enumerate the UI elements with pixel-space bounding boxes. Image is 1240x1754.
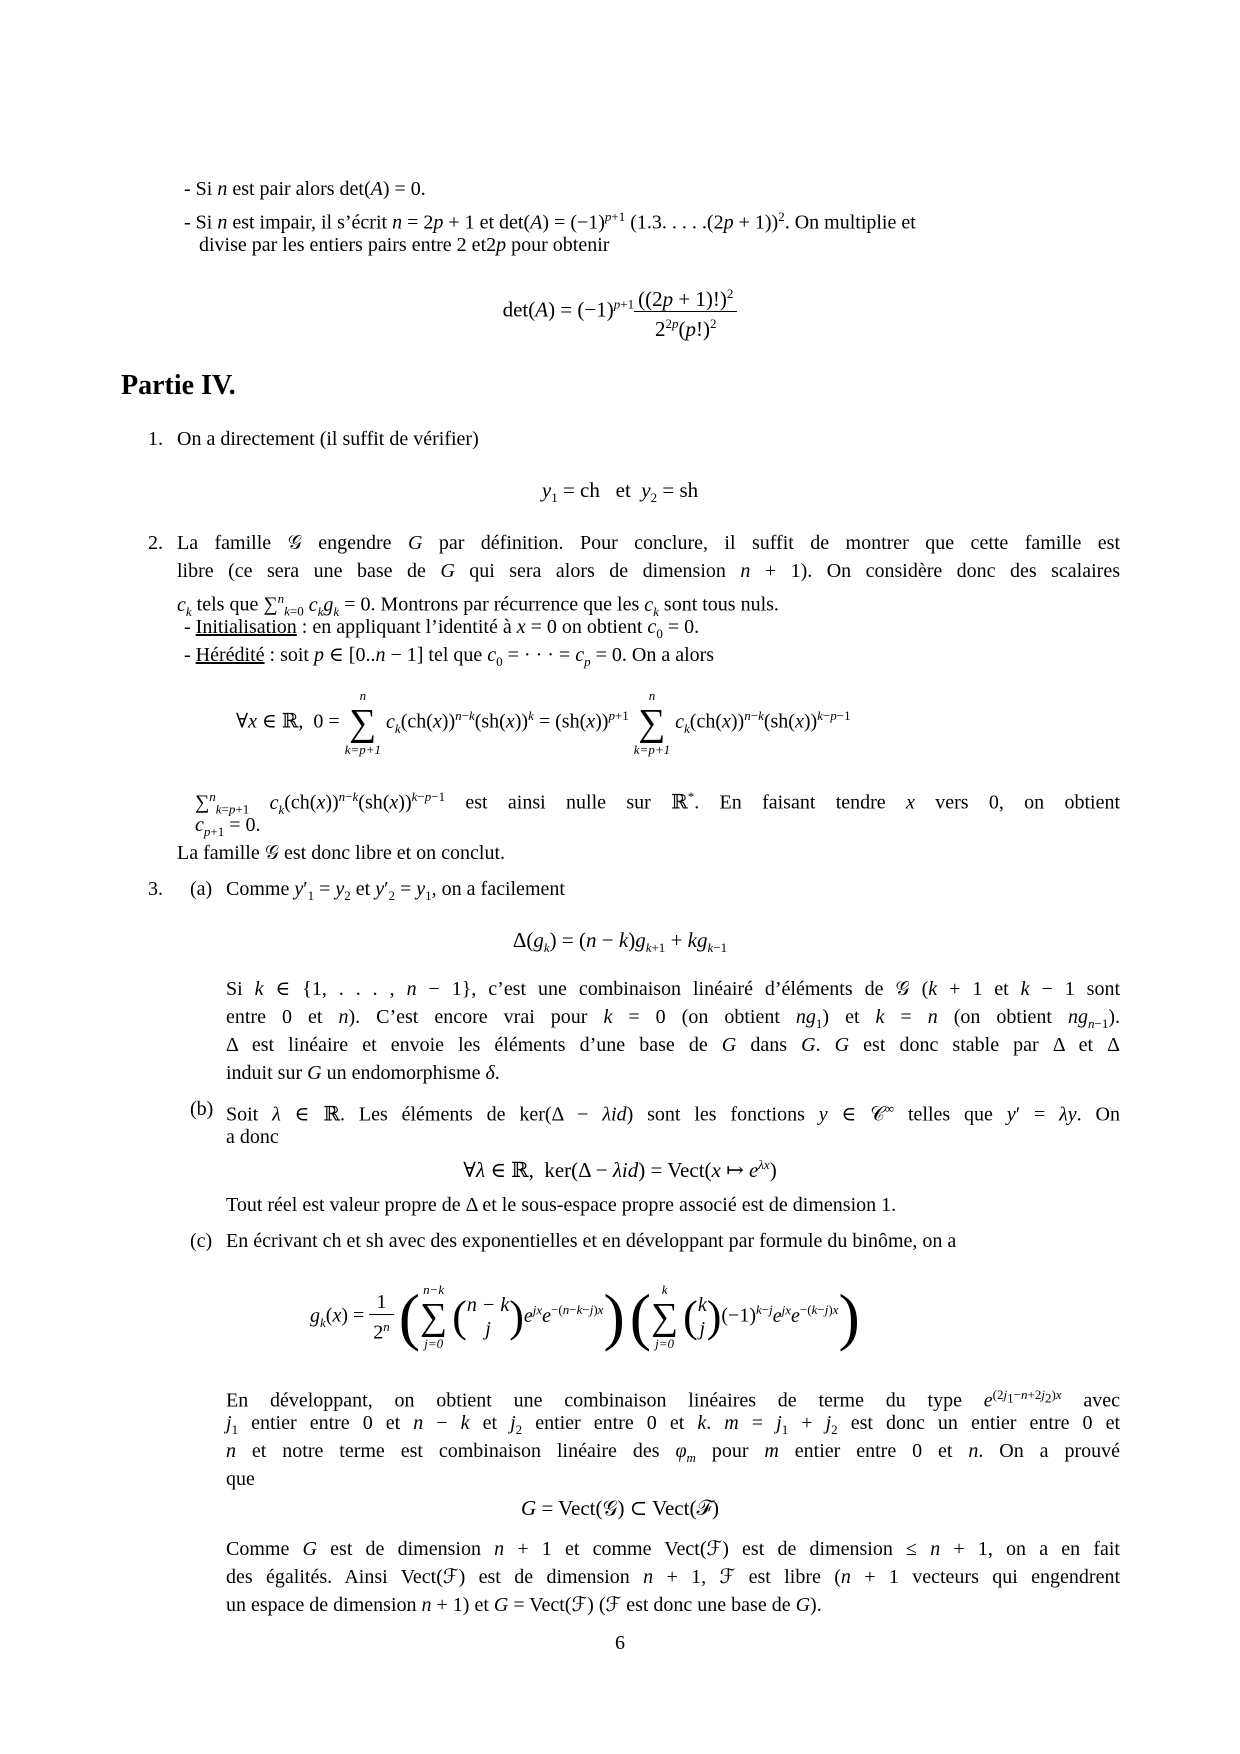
q2-number: 2. xyxy=(148,532,163,554)
intro-line-2: - Si n est impair, il s’écrit n = 2p + 1 et $\det(A) = (-1)^{p+1}$ (1.3. . . . .(2p + 1))$^2$. On multiplie et xyxy=(184,209,916,234)
q3c-line-5: que xyxy=(226,1468,255,1490)
q3a-line-1: Comme $y'_1 = y_2$ et $y'_2 = y_1$, on a facilement xyxy=(226,878,565,903)
q1-text: On a directement (il suffit de vérifier) xyxy=(177,428,479,450)
q2-line-1: La famille 𝒢 engendre G par définition. Pour conclure, il suffit de montrer que cette famille est xyxy=(177,532,1120,554)
q3c-line-4: n et notre terme est combinaison linéaire des $\varphi_m$ pour m entier entre 0 et n. On a prouvé xyxy=(226,1440,1120,1465)
q3a-line-4: Δ est linéaire et envoie les éléments d’une base de G dans G. G est donc stable par Δ et Δ xyxy=(226,1034,1121,1056)
q2-line-5: $c_{p+1} = 0$. xyxy=(195,814,261,839)
q3b-equation: ∀λ ∈ ℝ, ker(Δ − λid) = Vect(x ↦ $e^{\lambda x}$) xyxy=(463,1157,777,1182)
q3b-label: (b) xyxy=(190,1098,214,1120)
determinant-equation: $\det(A) = (-1)^{p+1}$ $\frac{((2p + 1)!)^2}{2^{2p}(p!)^2}$ xyxy=(0,282,1240,341)
q3a-line-5: induit sur G un endomorphisme δ. xyxy=(226,1062,500,1084)
q3b-line-3: Tout réel est valeur propre de Δ et le sous-espace propre associé est de dimension 1. xyxy=(226,1194,897,1216)
q3b-line-2: a donc xyxy=(226,1126,279,1148)
q3c-vect-equation: G = Vect(𝒢) ⊂ Vect(ℱ) xyxy=(521,1496,719,1520)
q3c-line-6: Comme G est de dimension n + 1 et comme Vect(ℱ) est de dimension ≤ n + 1, on a en fait xyxy=(226,1538,1120,1560)
q3a-label: (a) xyxy=(190,878,213,900)
q3c-line-1: En écrivant ch et sh avec des exponentielles et en développant par formule du binôme, on a xyxy=(226,1230,957,1252)
q1-equation: $y_1$ = ch et $y_2$ = sh xyxy=(541,478,699,506)
q1-number: 1. xyxy=(148,428,163,450)
heredite-label: Hérédité xyxy=(195,644,265,666)
q2-line-4: ∑$^n_{k=p+1}$ $c_k(ch(x))^{n-k}(sh(x))^{k-p-1}$ est ainsi nulle sur ℝ*. En faisant tendre x vers 0, on obtient xyxy=(195,789,1121,817)
q2-line-2: libre (ce sera une base de G qui sera alors de dimension n + 1). On considère donc des scalaires xyxy=(177,560,1120,582)
page-number: 6 xyxy=(615,1632,625,1654)
q2-line-3: $c_k$ tels que ∑$^n_{k=0}$ $c_kg_k = 0$. Montrons par récurrence que les $c_k$ sont tous nuls. xyxy=(177,591,779,619)
section-title: Partie IV. xyxy=(121,370,236,401)
q3-number: 3. xyxy=(148,878,163,900)
q3a-equation: $\Delta(g_k) = (n - k)g_{k+1} + kg_{k-1}$ xyxy=(512,928,728,956)
q3c-binomial-equation: $g_k(x)$ = $\frac{1}{2^n}$ ( n−k ∑ j=0 ( n − k j )$e^{jx}e^{-(n-k-j)x}$) ( k ∑ j=0 ( k j )$(-1)^{k-j}e^{jx}e^{-(k-j)x}$) xyxy=(310,1281,860,1353)
intro-line-1: - Si n est pair alors det(A) = 0. xyxy=(184,178,426,200)
q3c-line-7: des égalités. Ainsi Vect(ℱ) est de dimension n + 1, ℱ est libre (n + 1 vecteurs qui engendrent xyxy=(226,1566,1120,1588)
q3a-line-2: Si k ∈ {1, . . . , n − 1}, c’est une combinaison linéairé d’éléments de 𝒢 (k + 1 et k − 1 sont xyxy=(226,978,1121,1000)
q2-initialisation: - Initialisation : en appliquant l’identité à x = 0 on obtient $c_0 = 0$. xyxy=(184,616,700,641)
q3c-label: (c) xyxy=(190,1230,213,1252)
q2-heredite: - Hérédité : soit p ∈ [0..n − 1] tel que $c_0$ = · · · = $c_p = 0$. On a alors xyxy=(184,644,715,669)
q3c-line-2: En développant, on obtient une combinaison linéaires de terme du type $e^{(2j_1-n+2j_2)x}$ avec xyxy=(226,1387,1120,1412)
initialisation-label: Initialisation xyxy=(195,616,297,638)
q2-recurrence-equation: ∀x ∈ ℝ, 0 = n ∑ k=p+1 $c_k(ch(x))^{n-k}(sh(x))^k = (sh(x))^{p+1}$ n ∑ k=p+1 $c_k(ch(x))^{n-k}(sh(x))^{k-p-1}$ xyxy=(236,688,851,757)
q3b-line-1: Soit λ ∈ ℝ. Les éléments de ker(Δ − λid) sont les fonctions y ∈ 𝒞∞ telles que y′ = λy. On xyxy=(226,1101,1120,1126)
intro-line-3: divise par les entiers pairs entre 2 et2p pour obtenir xyxy=(199,234,610,256)
q2-line-6: La famille 𝒢 est donc libre et on conclut. xyxy=(177,842,506,864)
q3c-line-3: $j_1$ entier entre 0 et n − k et $j_2$ entier entre 0 et k. $m = j_1 + j_2$ est donc un entier entre 0 et xyxy=(226,1412,1121,1437)
q3c-line-8: un espace de dimension n + 1) et G = Vect(ℱ) (ℱ est donc une base de G). xyxy=(226,1594,822,1616)
q3a-line-3: entre 0 et n). C’est encore vrai pour k = 0 (on obtient $ng_1$) et k = n (on obtient $ng_{n-1}$). xyxy=(226,1006,1120,1031)
